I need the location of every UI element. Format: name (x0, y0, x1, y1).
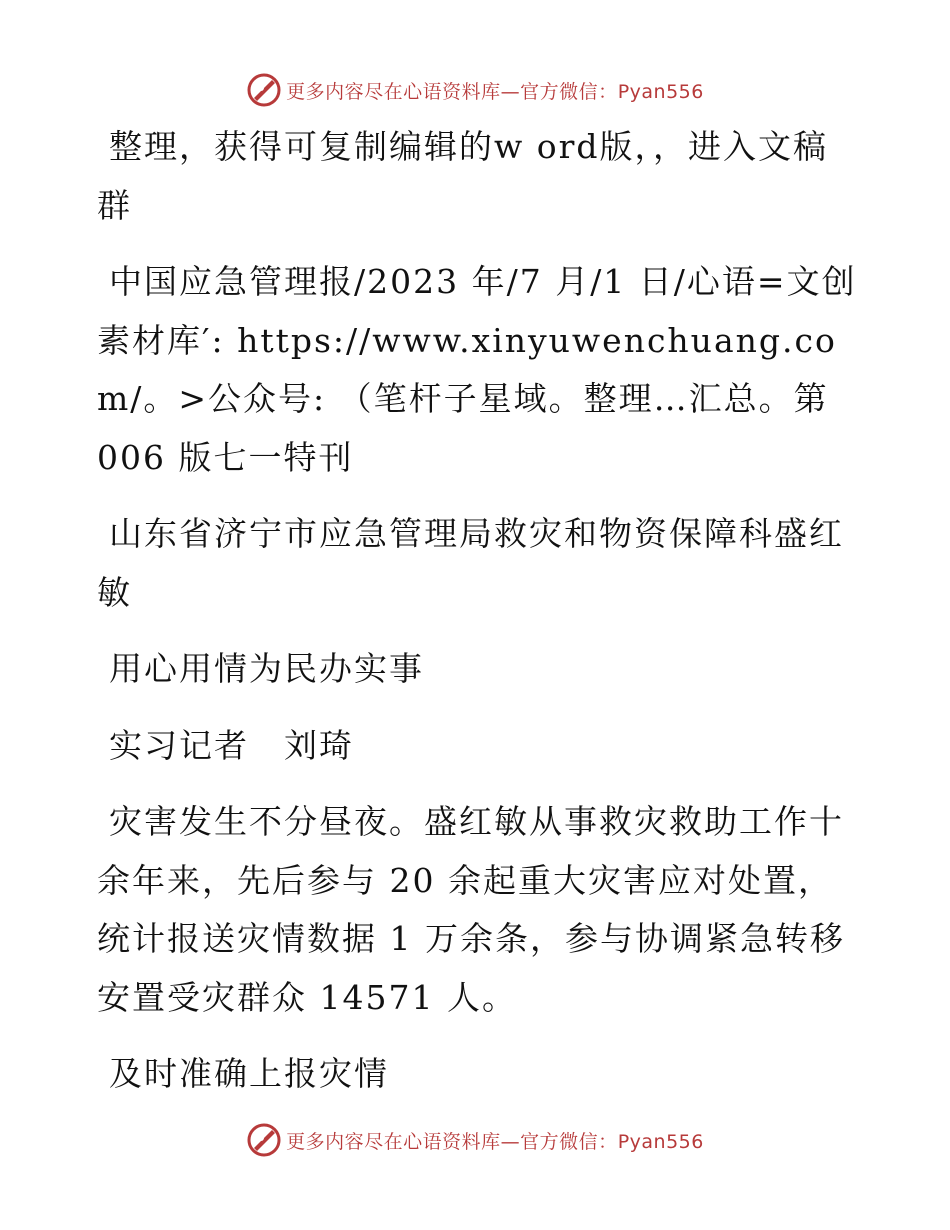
paragraph-body: 灾害发生不分昼夜。盛红敏从事救灾救助工作十余年来，先后参与 20 余起重大灾害应对处置，统计报送灾情数据 1 万余条，参与协调紧急转移安置受灾群众 14571 人。 (97, 802, 845, 1017)
banner-dash: — (500, 80, 521, 103)
pen-logo-icon (246, 72, 282, 108)
banner-wechat-label: 官方微信： (520, 80, 618, 103)
header-watermark-banner (0, 70, 950, 110)
banner-wechat-id: Pyan556 (617, 1130, 704, 1153)
banner-dash: — (500, 1130, 521, 1153)
section-heading: 及时准确上报灾情 (109, 1054, 389, 1093)
document-body (97, 118, 857, 1122)
banner-wechat-id: Pyan556 (617, 80, 704, 103)
banner-main-text: 更多内容尽在心语资料库 (286, 1130, 501, 1153)
footer-watermark-banner (0, 1120, 950, 1160)
pen-logo-icon (246, 1122, 282, 1158)
paragraph-intro: 整理，获得可复制编辑的w ord版，，进入文稿群 (97, 127, 829, 225)
banner-wechat-label: 官方微信： (520, 1130, 618, 1153)
paragraph-subject: 山东省济宁市应急管理局救灾和物资保障科盛红敏 (97, 514, 844, 612)
article-headline: 用心用情为民办实事 (109, 649, 424, 688)
byline: 实习记者 刘琦 (109, 725, 354, 765)
banner-text (286, 1127, 704, 1154)
banner-text (286, 77, 704, 104)
banner-main-text: 更多内容尽在心语资料库 (286, 80, 501, 103)
paragraph-source: 中国应急管理报/2023 年/7 月/1 日/心语=文创素材库′: https://www.xinyuwenchuang.com/。>公众号: （笔杆子星域。整理…汇总。第 006 版七一特刊 (97, 262, 857, 477)
